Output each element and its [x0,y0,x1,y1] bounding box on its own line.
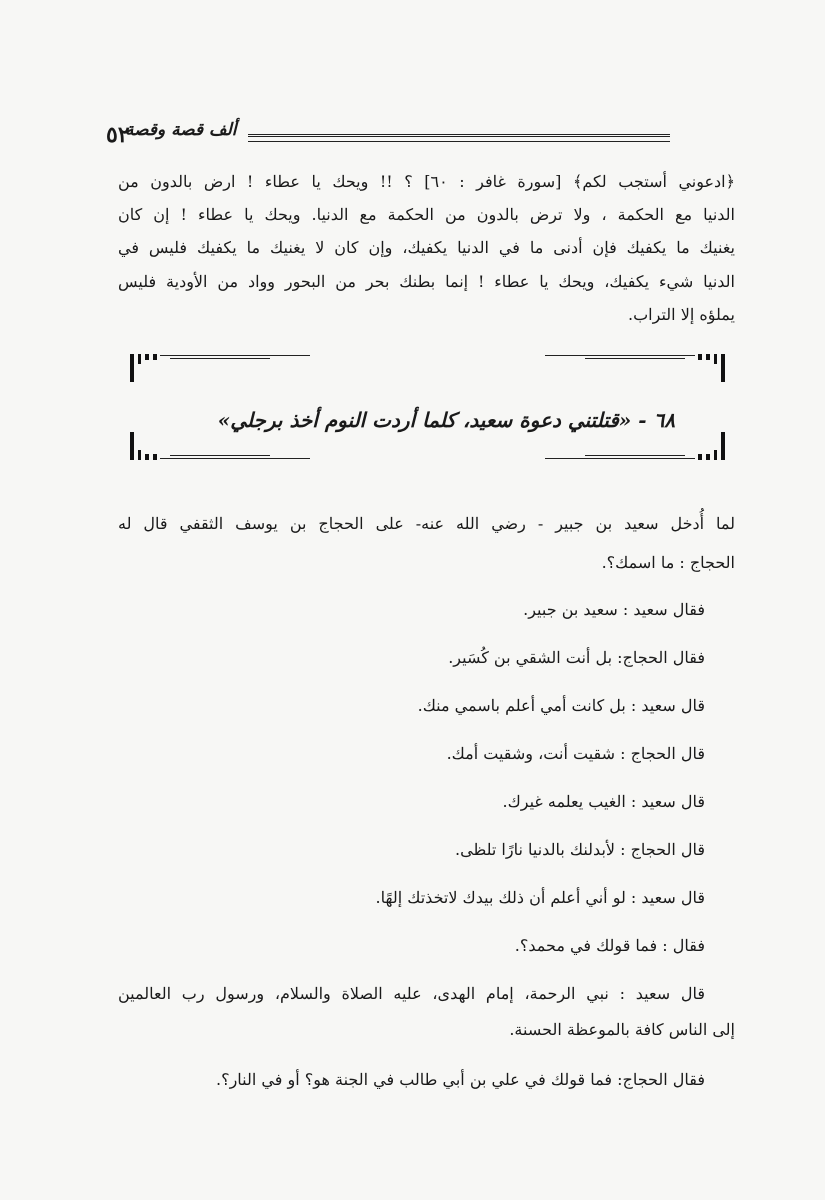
paragraph-line: يغنيك ما يكفيك فإن أدنى ما في الدنيا يكفيك، وإن كان لا يغنيك ما يكفيك فليس في [118,238,735,257]
paragraph-line: ﴿ادعوني أستجب لكم﴾ [سورة غافر : ٦٠] ؟ !! ويحك يا عطاء ! ارض بالدون من [118,172,736,191]
section-heading: ٦٨ - «قتلتني دعوة سعيد، كلما أردت النوم أخذ برجلي» [217,408,675,432]
book-title: ألف قصة وقصة [125,120,237,140]
page-number: ٥٢ [106,122,130,148]
paragraph-line: إلى الناس كافة بالموعظة الحسنة. [509,1020,735,1039]
dialogue-line: قال سعيد : الغيب يعلمه غيرك. [502,792,705,811]
dialogue-line: قال سعيد : بل كانت أمي أعلم باسمي منك. [417,696,705,715]
dialogue-line: قال سعيد : لو أني أعلم أن ذلك بيدك لاتخذتك إلهًا. [375,888,705,907]
paragraph-line: لما أُدخل سعيد بن جبير - رضي الله عنه- على الحجاج بن يوسف الثقفي قال له [118,514,735,533]
dialogue-line: قال الحجاج : لأبدلنك بالدنيا نارًا تلظى. [455,840,705,859]
header-rule [248,134,670,142]
heading-frame-bottom [130,430,725,470]
paragraph-line: يملؤه إلا التراب. [628,305,735,324]
dialogue-line: قال الحجاج : شقيت أنت، وشقيت أمك. [446,744,705,763]
heading-frame-top [130,350,725,390]
paragraph-line: الحجاج : ما اسمك؟. [601,553,735,572]
dialogue-line: فقال الحجاج: فما قولك في علي بن أبي طالب في الجنة هو؟ أو في النار؟. [215,1070,705,1089]
dialogue-line: فقال : فما قولك في محمد؟. [514,936,705,955]
dialogue-line: فقال سعيد : سعيد بن جبير. [523,600,705,619]
paragraph-line: الدنيا مع الحكمة ، ولا ترض بالدون من الحكمة مع الدنيا. ويحك يا عطاء ! إن كان [118,205,735,224]
dialogue-line: فقال الحجاج: بل أنت الشقي بن كُسَير. [448,648,705,667]
paragraph-line: الدنيا شيء يكفيك، ويحك يا عطاء ! إنما بطنك بحر من البحور وواد من الأودية فليس [118,272,735,291]
paragraph-line: قال سعيد : نبي الرحمة، إمام الهدى، عليه الصلاة والسلام، ورسول رب العالمين [118,984,705,1003]
